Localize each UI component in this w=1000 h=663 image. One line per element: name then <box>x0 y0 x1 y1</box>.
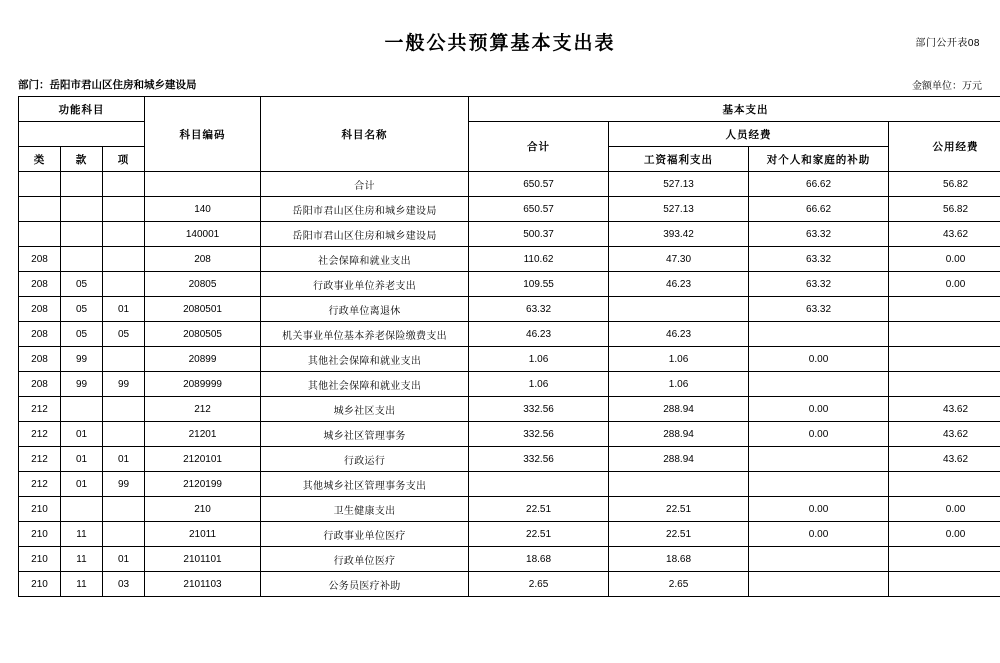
cell-xiang <box>103 172 145 197</box>
cell-family-subsidy: 0.00 <box>749 497 889 522</box>
cell-xiang <box>103 222 145 247</box>
table-head <box>19 97 1000 172</box>
cell-name: 行政单位医疗 <box>261 547 469 572</box>
cell-family-subsidy: 66.62 <box>749 197 889 222</box>
document-page <box>0 28 1000 663</box>
budget-table <box>18 96 1000 597</box>
cell-xiang <box>103 347 145 372</box>
cell-name: 行政单位离退休 <box>261 297 469 322</box>
cell-name: 其他城乡社区管理事务支出 <box>261 472 469 497</box>
amount-unit-label: 金额单位：万元 <box>912 77 982 92</box>
cell-lei: 208 <box>19 322 61 347</box>
cell-code: 2120101 <box>145 447 261 472</box>
cell-code: 140001 <box>145 222 261 247</box>
cell-public-funds: 0.00 <box>889 272 1000 297</box>
cell-wage-welfare: 288.94 <box>609 397 749 422</box>
cell-total: 650.57 <box>469 172 609 197</box>
header-function-group: 功能科目 <box>19 97 145 122</box>
table-row <box>19 297 1000 322</box>
header-public-funds: 公用经费 <box>889 122 1000 172</box>
cell-lei <box>19 197 61 222</box>
cell-total: 46.23 <box>469 322 609 347</box>
cell-code: 20899 <box>145 347 261 372</box>
cell-code: 2080505 <box>145 322 261 347</box>
cell-kuan <box>61 247 103 272</box>
cell-kuan <box>61 397 103 422</box>
cell-lei: 210 <box>19 497 61 522</box>
cell-lei: 208 <box>19 247 61 272</box>
table-row <box>19 247 1000 272</box>
cell-public-funds <box>889 372 1000 397</box>
cell-kuan <box>61 172 103 197</box>
table-row <box>19 272 1000 297</box>
cell-xiang <box>103 272 145 297</box>
cell-wage-welfare: 22.51 <box>609 522 749 547</box>
cell-lei: 210 <box>19 547 61 572</box>
cell-xiang <box>103 522 145 547</box>
cell-kuan <box>61 222 103 247</box>
cell-code: 2120199 <box>145 472 261 497</box>
cell-kuan: 05 <box>61 297 103 322</box>
cell-family-subsidy: 63.32 <box>749 272 889 297</box>
header-code: 科目编码 <box>145 97 261 172</box>
cell-code: 212 <box>145 397 261 422</box>
cell-total: 109.55 <box>469 272 609 297</box>
cell-code: 208 <box>145 247 261 272</box>
table-row <box>19 422 1000 447</box>
cell-wage-welfare: 527.13 <box>609 197 749 222</box>
header-name: 科目名称 <box>261 97 469 172</box>
cell-lei: 212 <box>19 472 61 497</box>
cell-name: 社会保障和就业支出 <box>261 247 469 272</box>
cell-public-funds <box>889 347 1000 372</box>
cell-name: 其他社会保障和就业支出 <box>261 347 469 372</box>
cell-wage-welfare: 393.42 <box>609 222 749 247</box>
cell-family-subsidy <box>749 472 889 497</box>
cell-public-funds: 56.82 <box>889 172 1000 197</box>
cell-family-subsidy: 0.00 <box>749 397 889 422</box>
cell-public-funds: 43.62 <box>889 222 1000 247</box>
cell-public-funds <box>889 472 1000 497</box>
header-lei: 类 <box>19 147 61 172</box>
cell-total: 2.65 <box>469 572 609 597</box>
cell-public-funds: 43.62 <box>889 422 1000 447</box>
cell-kuan: 11 <box>61 522 103 547</box>
table-row <box>19 172 1000 197</box>
cell-wage-welfare: 46.23 <box>609 272 749 297</box>
cell-code: 2101103 <box>145 572 261 597</box>
cell-xiang <box>103 197 145 222</box>
cell-wage-welfare: 18.68 <box>609 547 749 572</box>
table-row <box>19 197 1000 222</box>
cell-total: 332.56 <box>469 422 609 447</box>
cell-wage-welfare: 288.94 <box>609 447 749 472</box>
cell-kuan: 01 <box>61 422 103 447</box>
cell-public-funds: 43.62 <box>889 397 1000 422</box>
cell-lei: 208 <box>19 297 61 322</box>
table-row <box>19 472 1000 497</box>
table-row <box>19 397 1000 422</box>
cell-name: 行政事业单位养老支出 <box>261 272 469 297</box>
cell-public-funds <box>889 547 1000 572</box>
cell-family-subsidy <box>749 572 889 597</box>
cell-xiang: 99 <box>103 472 145 497</box>
meta-row <box>18 77 982 92</box>
header-basic-expenditure: 基本支出 <box>469 97 1000 122</box>
table-row <box>19 572 1000 597</box>
cell-family-subsidy <box>749 447 889 472</box>
department-label: 部门：岳阳市君山区住房和城乡建设局 <box>18 77 197 92</box>
cell-total: 110.62 <box>469 247 609 272</box>
header-total: 合计 <box>469 122 609 172</box>
cell-lei <box>19 222 61 247</box>
header-function-group-spacer <box>19 122 145 147</box>
cell-name: 城乡社区管理事务 <box>261 422 469 447</box>
cell-xiang: 01 <box>103 547 145 572</box>
cell-wage-welfare: 527.13 <box>609 172 749 197</box>
cell-lei: 208 <box>19 272 61 297</box>
cell-public-funds <box>889 322 1000 347</box>
cell-xiang: 99 <box>103 372 145 397</box>
cell-public-funds: 0.00 <box>889 247 1000 272</box>
cell-name: 其他社会保障和就业支出 <box>261 372 469 397</box>
table-row <box>19 347 1000 372</box>
cell-name: 城乡社区支出 <box>261 397 469 422</box>
cell-lei: 212 <box>19 447 61 472</box>
cell-xiang <box>103 397 145 422</box>
cell-family-subsidy: 66.62 <box>749 172 889 197</box>
cell-family-subsidy: 0.00 <box>749 347 889 372</box>
cell-total: 500.37 <box>469 222 609 247</box>
cell-family-subsidy <box>749 322 889 347</box>
cell-xiang <box>103 247 145 272</box>
cell-wage-welfare <box>609 472 749 497</box>
table-row <box>19 447 1000 472</box>
cell-lei: 210 <box>19 522 61 547</box>
header-wage-welfare: 工资福利支出 <box>609 147 749 172</box>
cell-kuan: 11 <box>61 572 103 597</box>
table-body <box>19 172 1000 597</box>
cell-kuan: 01 <box>61 447 103 472</box>
cell-lei: 208 <box>19 347 61 372</box>
header-family-subsidy: 对个人和家庭的补助 <box>749 147 889 172</box>
cell-wage-welfare: 47.30 <box>609 247 749 272</box>
cell-family-subsidy <box>749 372 889 397</box>
header-kuan: 款 <box>61 147 103 172</box>
cell-wage-welfare <box>609 297 749 322</box>
header-personnel-funds: 人员经费 <box>609 122 889 147</box>
cell-wage-welfare: 22.51 <box>609 497 749 522</box>
table-row <box>19 222 1000 247</box>
cell-public-funds: 0.00 <box>889 497 1000 522</box>
cell-total: 1.06 <box>469 372 609 397</box>
page-title: 一般公共预算基本支出表 <box>18 28 982 55</box>
cell-code: 2080501 <box>145 297 261 322</box>
cell-code: 2089999 <box>145 372 261 397</box>
cell-kuan: 05 <box>61 272 103 297</box>
cell-lei <box>19 172 61 197</box>
cell-xiang: 03 <box>103 572 145 597</box>
cell-name: 卫生健康支出 <box>261 497 469 522</box>
cell-total: 332.56 <box>469 397 609 422</box>
cell-lei: 210 <box>19 572 61 597</box>
cell-lei: 212 <box>19 422 61 447</box>
cell-kuan: 99 <box>61 347 103 372</box>
cell-family-subsidy: 63.32 <box>749 222 889 247</box>
cell-family-subsidy: 0.00 <box>749 522 889 547</box>
cell-family-subsidy: 63.32 <box>749 297 889 322</box>
cell-kuan <box>61 197 103 222</box>
table-row <box>19 547 1000 572</box>
cell-wage-welfare: 1.06 <box>609 347 749 372</box>
cell-xiang <box>103 422 145 447</box>
cell-name: 岳阳市君山区住房和城乡建设局 <box>261 222 469 247</box>
cell-total: 332.56 <box>469 447 609 472</box>
cell-public-funds <box>889 297 1000 322</box>
cell-xiang: 01 <box>103 447 145 472</box>
cell-public-funds <box>889 572 1000 597</box>
cell-code: 21011 <box>145 522 261 547</box>
cell-name: 合计 <box>261 172 469 197</box>
table-row <box>19 522 1000 547</box>
header-xiang: 项 <box>103 147 145 172</box>
table-row <box>19 497 1000 522</box>
cell-total: 650.57 <box>469 197 609 222</box>
form-code-label: 部门公开表08 <box>915 34 980 49</box>
cell-xiang: 05 <box>103 322 145 347</box>
cell-kuan: 01 <box>61 472 103 497</box>
table-row <box>19 322 1000 347</box>
cell-kuan: 05 <box>61 322 103 347</box>
cell-family-subsidy: 63.32 <box>749 247 889 272</box>
cell-total: 22.51 <box>469 522 609 547</box>
cell-kuan: 11 <box>61 547 103 572</box>
cell-total: 18.68 <box>469 547 609 572</box>
cell-code: 140 <box>145 197 261 222</box>
cell-total: 1.06 <box>469 347 609 372</box>
cell-total <box>469 472 609 497</box>
cell-total: 63.32 <box>469 297 609 322</box>
cell-kuan <box>61 497 103 522</box>
table-row <box>19 372 1000 397</box>
cell-name: 公务员医疗补助 <box>261 572 469 597</box>
cell-code <box>145 172 261 197</box>
cell-public-funds: 0.00 <box>889 522 1000 547</box>
cell-family-subsidy <box>749 547 889 572</box>
cell-wage-welfare: 2.65 <box>609 572 749 597</box>
cell-public-funds: 56.82 <box>889 197 1000 222</box>
header-row-1 <box>19 97 1000 122</box>
cell-code: 21201 <box>145 422 261 447</box>
cell-xiang <box>103 497 145 522</box>
cell-family-subsidy: 0.00 <box>749 422 889 447</box>
cell-code: 210 <box>145 497 261 522</box>
cell-xiang: 01 <box>103 297 145 322</box>
cell-name: 机关事业单位基本养老保险缴费支出 <box>261 322 469 347</box>
cell-kuan: 99 <box>61 372 103 397</box>
cell-wage-welfare: 46.23 <box>609 322 749 347</box>
cell-name: 岳阳市君山区住房和城乡建设局 <box>261 197 469 222</box>
cell-wage-welfare: 1.06 <box>609 372 749 397</box>
cell-code: 2101101 <box>145 547 261 572</box>
cell-lei: 208 <box>19 372 61 397</box>
cell-lei: 212 <box>19 397 61 422</box>
cell-public-funds: 43.62 <box>889 447 1000 472</box>
cell-wage-welfare: 288.94 <box>609 422 749 447</box>
cell-code: 20805 <box>145 272 261 297</box>
cell-name: 行政运行 <box>261 447 469 472</box>
cell-name: 行政事业单位医疗 <box>261 522 469 547</box>
cell-total: 22.51 <box>469 497 609 522</box>
